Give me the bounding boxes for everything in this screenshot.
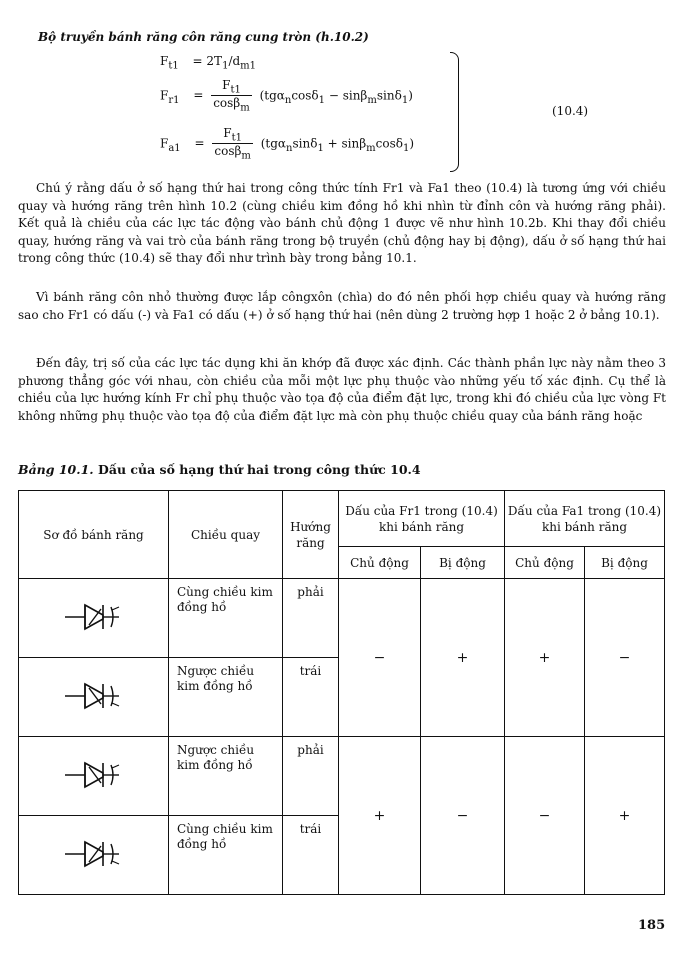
symbol: F	[160, 88, 169, 103]
equals-sign: =	[194, 136, 205, 151]
table-caption: Dấu của số hạng thứ hai trong công thức 10.4	[98, 462, 421, 477]
formula-text: cosδ	[291, 88, 319, 103]
paragraph-text: Vì bánh răng côn nhỏ thường được lắp côngxôn (chìa) do đó nên phối hợp chiều quay và hướng răng sao cho Fr1 có dấu (-) và Fa1 có dấu (+) ở số hạng thứ hai (nên dùng 2 trường hợp 1 hoặc 2 ở bảng 10.1).	[18, 290, 666, 322]
tooth-direction-cell: phải	[283, 579, 339, 658]
sign-cell: +	[585, 737, 665, 895]
formula-text: + sinβ	[323, 136, 367, 151]
header-rotation: Chiều quay	[169, 491, 283, 579]
paragraph-2	[18, 289, 666, 324]
gear-diagram	[19, 579, 169, 658]
sign-cell: −	[339, 579, 421, 737]
subscript: 1	[318, 94, 326, 106]
tooth-direction-cell: trái	[283, 658, 339, 737]
subscript: t1	[230, 84, 241, 96]
sign-cell: +	[339, 737, 421, 895]
subscript: m	[367, 94, 377, 106]
fraction-numerator: F	[222, 78, 231, 92]
subscript: n	[284, 94, 292, 106]
header-driving: Chủ động	[339, 547, 421, 579]
sign-cell: −	[421, 737, 505, 895]
header-fr1-sign: Dấu của Fr1 trong (10.4) khi bánh răng	[339, 491, 505, 547]
rotation-cell: Cùng chiều kim đồng hồ	[169, 579, 283, 658]
fraction	[211, 78, 252, 114]
fraction	[212, 126, 253, 162]
subscript: 1	[401, 94, 409, 106]
formula-text: sinδ	[292, 136, 318, 151]
fraction-denominator: cosβ	[214, 144, 242, 159]
table-title	[18, 462, 421, 477]
formula-text: cosδ	[375, 136, 403, 151]
symbol: F	[160, 136, 169, 151]
header-driven: Bị động	[585, 547, 665, 579]
subscript: m1	[240, 60, 257, 72]
header-driving: Chủ động	[505, 547, 585, 579]
header-tooth-direction: Hướng răng	[283, 491, 339, 579]
subscript: m	[241, 150, 251, 162]
formula-ft1	[160, 54, 256, 71]
bevel-gear-icon	[59, 676, 129, 716]
gear-diagram	[19, 658, 169, 737]
formula-fa1	[160, 126, 414, 162]
table-row	[19, 579, 665, 658]
formula-text: (tgα	[259, 88, 285, 103]
rotation-cell: Ngược chiều kim đồng hồ	[169, 658, 283, 737]
subscript: 1	[317, 142, 324, 154]
bevel-gear-icon	[59, 755, 129, 795]
formula-text: /d	[228, 54, 241, 68]
sign-cell: +	[421, 579, 505, 737]
tooth-direction-cell: phải	[283, 737, 339, 816]
fraction-numerator: F	[223, 126, 232, 140]
header-fa1-sign: Dấu của Fa1 trong (10.4) khi bánh răng	[505, 491, 665, 547]
paragraph-1	[18, 180, 666, 268]
paragraph-text: Chú ý rằng dấu ở số hạng thứ hai trong công thức tính Fr1 và Fa1 theo (10.4) là tương ứng với chiều quay và hướng răng trên hình 10.2 (cùng chiều kim đồng hồ khi nhìn từ đỉnh côn và hướng răng phải). Kết quả là chiều của các lực tác động vào bánh chủ động 1 được vẽ như hình 10.2b. Khi thay đổi chiều quay, hướng răng và vai trò của bánh răng trong bộ truyền (chủ động hay bị động), dấu ở số hạng thứ hai trong công thức (10.4) sẽ thay đổi như trình bày trong bảng 10.1.	[18, 181, 666, 265]
paragraph-text: Đến đây, trị số của các lực tác dụng khi ăn khớp đã được xác định. Các thành phần lực này nằm theo 3 phương thẳng góc với nhau, còn chiều của mỗi một lực phụ thuộc vào những yếu tố xác định. Cụ thể là chiều của lực hướng kính Fr chỉ phụ thuộc vào tọa độ của điểm đặt lực, trong khi đó chiều của lực vòng Ft không những phụ thuộc vào tọa độ của điểm đặt lực mà còn phụ thuộc chiều quay của bánh răng hoặc	[18, 356, 666, 423]
rotation-cell: Ngược chiều kim đồng hồ	[169, 737, 283, 816]
header-scheme: Sơ đồ bánh răng	[19, 491, 169, 579]
rotation-cell: Cùng chiều kim đồng hồ	[169, 816, 283, 895]
section-heading: Bộ truyền bánh răng côn răng cung tròn (h.10.2)	[38, 30, 369, 44]
sign-cell: −	[505, 737, 585, 895]
subscript: n	[286, 142, 293, 154]
paragraph-3	[18, 355, 666, 425]
subscript: a1	[168, 142, 181, 154]
formula-text: − sinβ	[325, 88, 368, 103]
subscript: 1	[222, 60, 229, 72]
formula-text: (tgα	[260, 136, 287, 151]
sign-cell: +	[505, 579, 585, 737]
subscript: t1	[168, 60, 179, 72]
header-driven: Bị động	[421, 547, 505, 579]
formula-fr1	[160, 78, 413, 114]
formula-text: sinδ	[376, 88, 402, 103]
symbol: F	[160, 54, 169, 68]
page-number: 185	[638, 918, 666, 933]
signs-table	[18, 490, 665, 895]
formula-block	[160, 52, 460, 172]
right-brace	[450, 52, 459, 172]
table-label: Bảng 10.1.	[18, 462, 94, 477]
formula-text: )	[408, 88, 413, 103]
bevel-gear-icon	[59, 597, 129, 637]
equals-sign: =	[193, 88, 204, 103]
subscript: t1	[231, 132, 242, 144]
sign-cell: −	[585, 579, 665, 737]
tooth-direction-cell: trái	[283, 816, 339, 895]
subscript: m	[240, 102, 250, 114]
equation-number: (10.4)	[552, 104, 589, 118]
subscript: m	[366, 142, 376, 154]
bevel-gear-icon	[59, 834, 129, 874]
formula-text: )	[409, 136, 415, 151]
subscript: r1	[168, 94, 180, 106]
gear-diagram	[19, 816, 169, 895]
gear-diagram	[19, 737, 169, 816]
subscript: 1	[402, 142, 410, 154]
formula-text: = 2T	[192, 54, 223, 68]
fraction-denominator: cosβ	[213, 96, 241, 111]
table-row	[19, 737, 665, 816]
